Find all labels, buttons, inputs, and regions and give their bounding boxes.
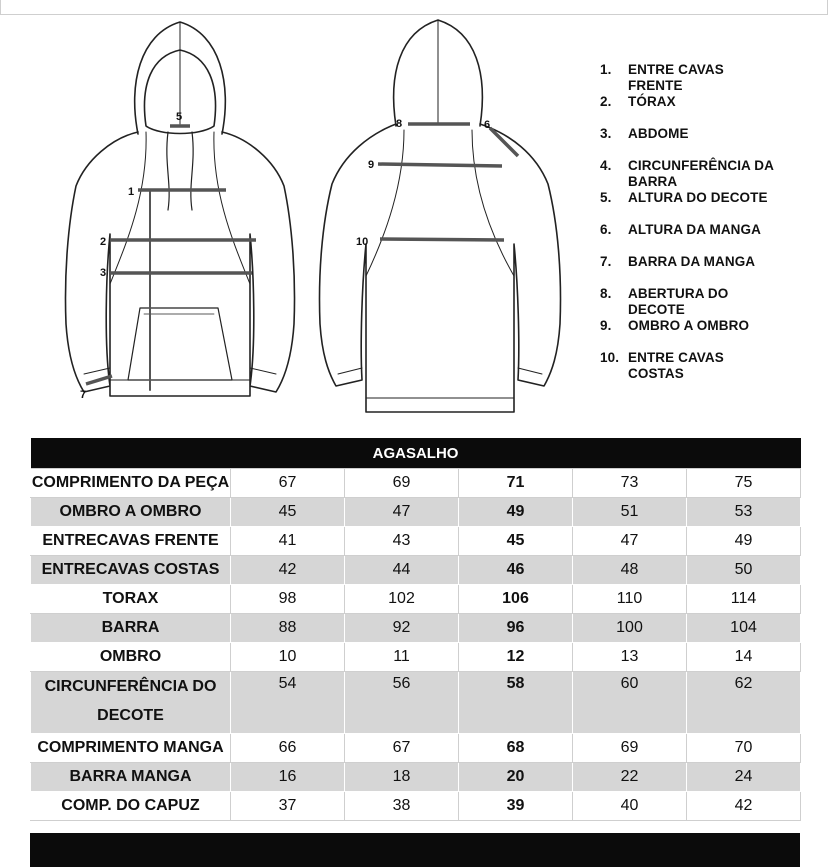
measure-line-10 bbox=[380, 239, 504, 240]
row-label: COMP. DO CAPUZ bbox=[31, 792, 231, 821]
legend-number: 3. bbox=[600, 126, 612, 141]
cell: 40 bbox=[573, 792, 687, 821]
cell: 39 bbox=[459, 792, 573, 821]
legend-item bbox=[600, 222, 820, 254]
cell: 49 bbox=[687, 527, 801, 556]
cell: 47 bbox=[573, 527, 687, 556]
cell: 42 bbox=[231, 556, 345, 585]
cell: 37 bbox=[231, 792, 345, 821]
table-row bbox=[31, 585, 801, 614]
measure-line-7 bbox=[86, 376, 112, 384]
legend-number: 10. bbox=[600, 350, 620, 365]
table-row bbox=[31, 614, 801, 643]
front-marker-5: 5 bbox=[176, 111, 183, 123]
legend-text: OMBRO A OMBRO bbox=[628, 318, 750, 333]
cell: 70 bbox=[687, 734, 801, 763]
legend-number: 7. bbox=[600, 254, 612, 269]
legend-number: 4. bbox=[600, 158, 612, 173]
cell: 16 bbox=[231, 763, 345, 792]
table-row bbox=[31, 527, 801, 556]
row-label: BARRA MANGA bbox=[31, 763, 231, 792]
table-row bbox=[31, 643, 801, 672]
legend-number: 5. bbox=[600, 190, 612, 205]
legend-number: 6. bbox=[600, 222, 612, 237]
cell: 54 bbox=[231, 672, 345, 734]
front-marker-2: 2 bbox=[100, 236, 107, 248]
row-label: CIRCUNFERÊNCIA DO DECOTE bbox=[31, 672, 231, 734]
hoodie-front-drawing bbox=[65, 22, 294, 396]
row-label: TORAX bbox=[31, 585, 231, 614]
cell: 48 bbox=[573, 556, 687, 585]
cell: 92 bbox=[345, 614, 459, 643]
legend-item bbox=[600, 286, 820, 318]
legend-text: BARRA DA MANGA bbox=[628, 254, 756, 269]
cell: 62 bbox=[687, 672, 801, 734]
measure-line-9 bbox=[378, 164, 502, 166]
row-label: COMPRIMENTO MANGA bbox=[31, 734, 231, 763]
table-row bbox=[31, 498, 801, 527]
legend-item bbox=[600, 254, 820, 286]
legend-text: ENTRE CAVAS FRENTE bbox=[628, 62, 724, 93]
row-label: OMBRO bbox=[31, 643, 231, 672]
top-frame bbox=[0, 0, 828, 15]
cell: 47 bbox=[345, 498, 459, 527]
cell: 66 bbox=[231, 734, 345, 763]
row-label: COMPRIMENTO DA PEÇA bbox=[31, 469, 231, 498]
legend-item bbox=[600, 94, 820, 126]
row-label: BARRA bbox=[31, 614, 231, 643]
table-row bbox=[31, 556, 801, 585]
cell: 45 bbox=[459, 527, 573, 556]
table-row bbox=[31, 469, 801, 498]
cell: 75 bbox=[687, 469, 801, 498]
legend-item bbox=[600, 126, 820, 158]
cell: 49 bbox=[459, 498, 573, 527]
back-marker-6: 6 bbox=[484, 119, 491, 131]
cell: 67 bbox=[231, 469, 345, 498]
row-label: ENTRECAVAS COSTAS bbox=[31, 556, 231, 585]
legend-item bbox=[600, 318, 820, 350]
legend-number: 8. bbox=[600, 286, 612, 301]
legend-text: ALTURA DO DECOTE bbox=[628, 190, 768, 205]
table-title: AGASALHO bbox=[31, 438, 801, 469]
cell: 14 bbox=[687, 643, 801, 672]
cell: 18 bbox=[345, 763, 459, 792]
back-marker-9: 9 bbox=[368, 159, 375, 171]
hoodie-back-drawing bbox=[320, 20, 561, 412]
cell: 98 bbox=[231, 585, 345, 614]
cell: 114 bbox=[687, 585, 801, 614]
legend-text: ALTURA DA MANGA bbox=[628, 222, 761, 237]
cell: 68 bbox=[459, 734, 573, 763]
cell: 38 bbox=[345, 792, 459, 821]
cell: 100 bbox=[573, 614, 687, 643]
cell: 106 bbox=[459, 585, 573, 614]
table-footer-bar bbox=[30, 833, 800, 867]
cell: 56 bbox=[345, 672, 459, 734]
cell: 58 bbox=[459, 672, 573, 734]
cell: 110 bbox=[573, 585, 687, 614]
legend-text: TÓRAX bbox=[628, 94, 676, 109]
measurement-legend bbox=[600, 62, 820, 382]
cell: 67 bbox=[345, 734, 459, 763]
cell: 46 bbox=[459, 556, 573, 585]
back-marker-10: 10 bbox=[356, 236, 369, 248]
cell: 20 bbox=[459, 763, 573, 792]
cell: 24 bbox=[687, 763, 801, 792]
cell: 22 bbox=[573, 763, 687, 792]
cell: 71 bbox=[459, 469, 573, 498]
legend-text: ENTRE CAVAS COSTAS bbox=[628, 350, 724, 381]
front-marker-1: 1 bbox=[128, 186, 135, 198]
back-marker-8: 8 bbox=[396, 118, 403, 130]
legend-item bbox=[600, 350, 820, 382]
front-marker-7: 7 bbox=[80, 389, 87, 401]
cell: 104 bbox=[687, 614, 801, 643]
legend-item bbox=[600, 62, 820, 94]
cell: 51 bbox=[573, 498, 687, 527]
legend-text: ABDOME bbox=[628, 126, 689, 141]
legend-text: CIRCUNFERÊNCIA DA BARRA bbox=[628, 158, 774, 189]
row-label: ENTRECAVAS FRENTE bbox=[31, 527, 231, 556]
cell: 60 bbox=[573, 672, 687, 734]
legend-number: 2. bbox=[600, 94, 612, 109]
cell: 10 bbox=[231, 643, 345, 672]
cell: 53 bbox=[687, 498, 801, 527]
cell: 45 bbox=[231, 498, 345, 527]
legend-item bbox=[600, 190, 820, 222]
legend-number: 9. bbox=[600, 318, 612, 333]
table-row bbox=[31, 734, 801, 763]
front-marker-3: 3 bbox=[100, 267, 107, 279]
cell: 73 bbox=[573, 469, 687, 498]
cell: 50 bbox=[687, 556, 801, 585]
cell: 88 bbox=[231, 614, 345, 643]
cell: 96 bbox=[459, 614, 573, 643]
legend-item bbox=[600, 158, 820, 190]
cell: 44 bbox=[345, 556, 459, 585]
cell: 11 bbox=[345, 643, 459, 672]
cell: 42 bbox=[687, 792, 801, 821]
size-table bbox=[30, 438, 801, 821]
row-label: OMBRO A OMBRO bbox=[31, 498, 231, 527]
cell: 41 bbox=[231, 527, 345, 556]
legend-text: ABERTURA DO DECOTE bbox=[628, 286, 729, 317]
cell: 102 bbox=[345, 585, 459, 614]
cell: 69 bbox=[345, 469, 459, 498]
cell: 43 bbox=[345, 527, 459, 556]
cell: 13 bbox=[573, 643, 687, 672]
cell: 69 bbox=[573, 734, 687, 763]
table-row bbox=[31, 672, 801, 734]
legend-number: 1. bbox=[600, 62, 612, 77]
table-row bbox=[31, 792, 801, 821]
table-row bbox=[31, 763, 801, 792]
cell: 12 bbox=[459, 643, 573, 672]
